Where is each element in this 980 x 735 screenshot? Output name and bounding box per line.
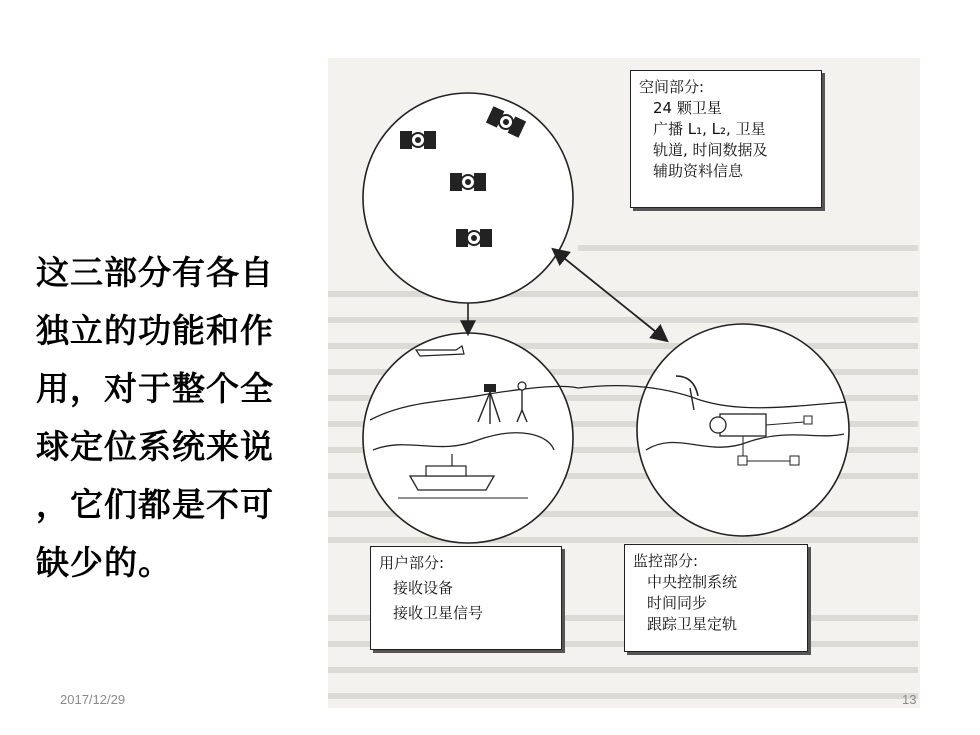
control-segment-line: 跟踪卫星定轨	[647, 615, 738, 633]
control-segment-title: 监控部分:	[633, 552, 699, 570]
main-text-line: 独立的功能和作	[36, 311, 274, 350]
user-segment-line: 接收卫星信号	[393, 604, 484, 622]
main-text-line: 这三部分有各自	[36, 253, 274, 292]
main-text-line: ，它们都是不可	[36, 485, 274, 524]
control-segment-line: 中央控制系统	[647, 573, 738, 591]
satellite-icon	[450, 173, 486, 191]
user-segment-box	[370, 546, 562, 650]
main-text-line: 缺少的。	[36, 543, 172, 582]
space-segment-line: 广播 L₁, L₂, 卫星	[653, 120, 766, 138]
control-segment-line: 时间同步	[647, 594, 708, 612]
page-number: 13	[902, 692, 917, 707]
control-circle	[578, 324, 849, 536]
user-segment-line: 接收设备	[393, 579, 454, 597]
space-segment-box	[630, 70, 822, 208]
space-segment-title: 空间部分:	[639, 78, 705, 96]
control-segment-box	[624, 544, 808, 652]
space-segment-line: 辅助资料信息	[653, 162, 744, 180]
gps-segments-diagram	[328, 58, 920, 708]
space-segment-line: 24 颗卫星	[653, 99, 722, 117]
main-text-line: 用，对于整个全	[36, 369, 274, 408]
footer-date: 2017/12/29	[60, 692, 126, 707]
space-segment-line: 轨道, 时间数据及	[653, 141, 768, 159]
space-circle	[363, 93, 573, 303]
user-segment-title: 用户部分:	[379, 554, 445, 572]
satellite-icon	[400, 131, 436, 149]
main-text-line: 球定位系统来说	[36, 427, 274, 466]
satellite-icon	[456, 229, 492, 247]
main-text-block	[36, 244, 311, 592]
